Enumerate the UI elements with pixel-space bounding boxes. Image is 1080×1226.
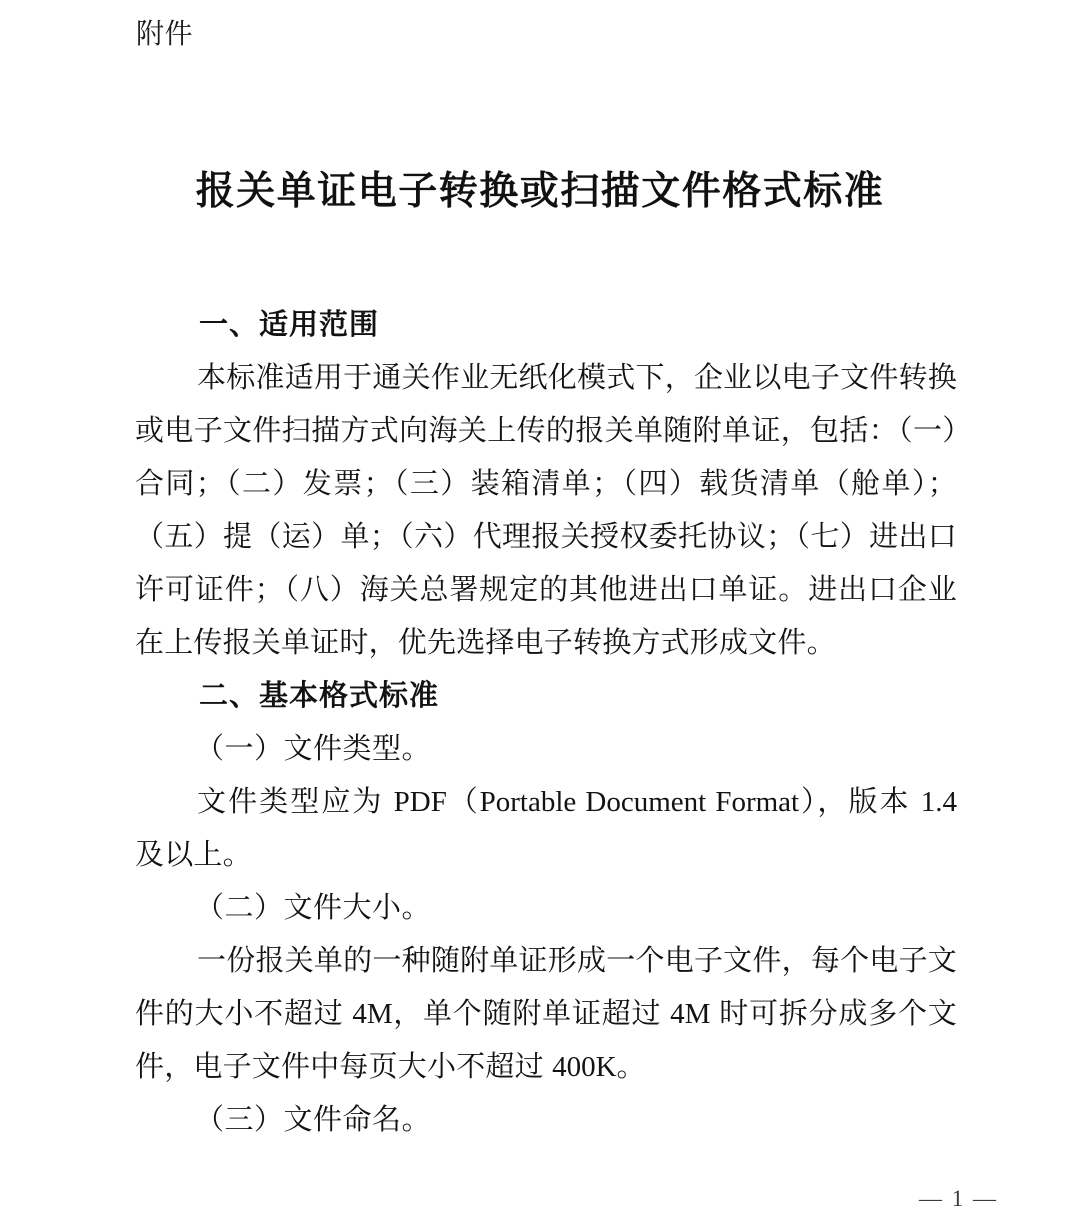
attachment-label: 附件 — [136, 18, 194, 49]
file-size-text-suffix: 。 — [616, 1051, 646, 1083]
document-body — [135, 299, 957, 1147]
section-heading-scope: 一、适用范围 — [199, 309, 380, 341]
subsection-heading-file-size: （二）文件大小。 — [195, 892, 432, 924]
file-type-version-value: 1.4 — [920, 786, 957, 818]
file-size-limit-value: 4M — [352, 998, 393, 1030]
subsection-heading-file-type: （一）文件类型。 — [195, 733, 432, 765]
paragraph-scope: 本标准适用于通关作业无纸化模式下，企业以电子文件转换或电子文件扫描方式向海关上传的报关单随附单证，包括：（一）合同；（二）发票；（三）装箱清单；（四）载货清单（舱单）；（五）提（运）单；（六）代理报关授权委托协议；（七）进出口许可证件；（八）海关总署规定的其他进出口单证。进出口企业在上传报关单证时，优先选择电子转换方式形成文件。 — [135, 362, 957, 659]
section-heading-basic-format: 二、基本格式标准 — [199, 680, 440, 712]
file-type-text-prefix: 文件类型应为 — [197, 786, 394, 818]
file-size-text-middle: ，单个随附单证超过 — [392, 998, 671, 1030]
paragraph-file-type — [135, 776, 957, 882]
page-title: 报关单证电子转换或扫描文件格式标准 — [195, 170, 885, 213]
file-size-text-middle-2: 时可拆分成多个文件，电子文件中每页大小不超过 — [135, 998, 957, 1083]
subsection-heading-file-naming: （三）文件命名。 — [195, 1104, 432, 1136]
file-type-format-name: PDF（Portable Document Format） — [393, 786, 818, 818]
file-type-text-suffix: 及以上。 — [135, 839, 252, 871]
file-type-text-middle: ，版本 — [817, 786, 921, 818]
paragraph-file-size — [135, 935, 957, 1094]
file-size-text-prefix: 一份报关单的一种随附单证形成一个电子文件，每个电子文件的大小不超过 — [135, 945, 957, 1030]
page-size-limit-value: 400K — [552, 1051, 617, 1083]
file-size-split-threshold-value: 4M — [670, 998, 711, 1030]
page-number: — 1 — — [919, 1186, 998, 1211]
